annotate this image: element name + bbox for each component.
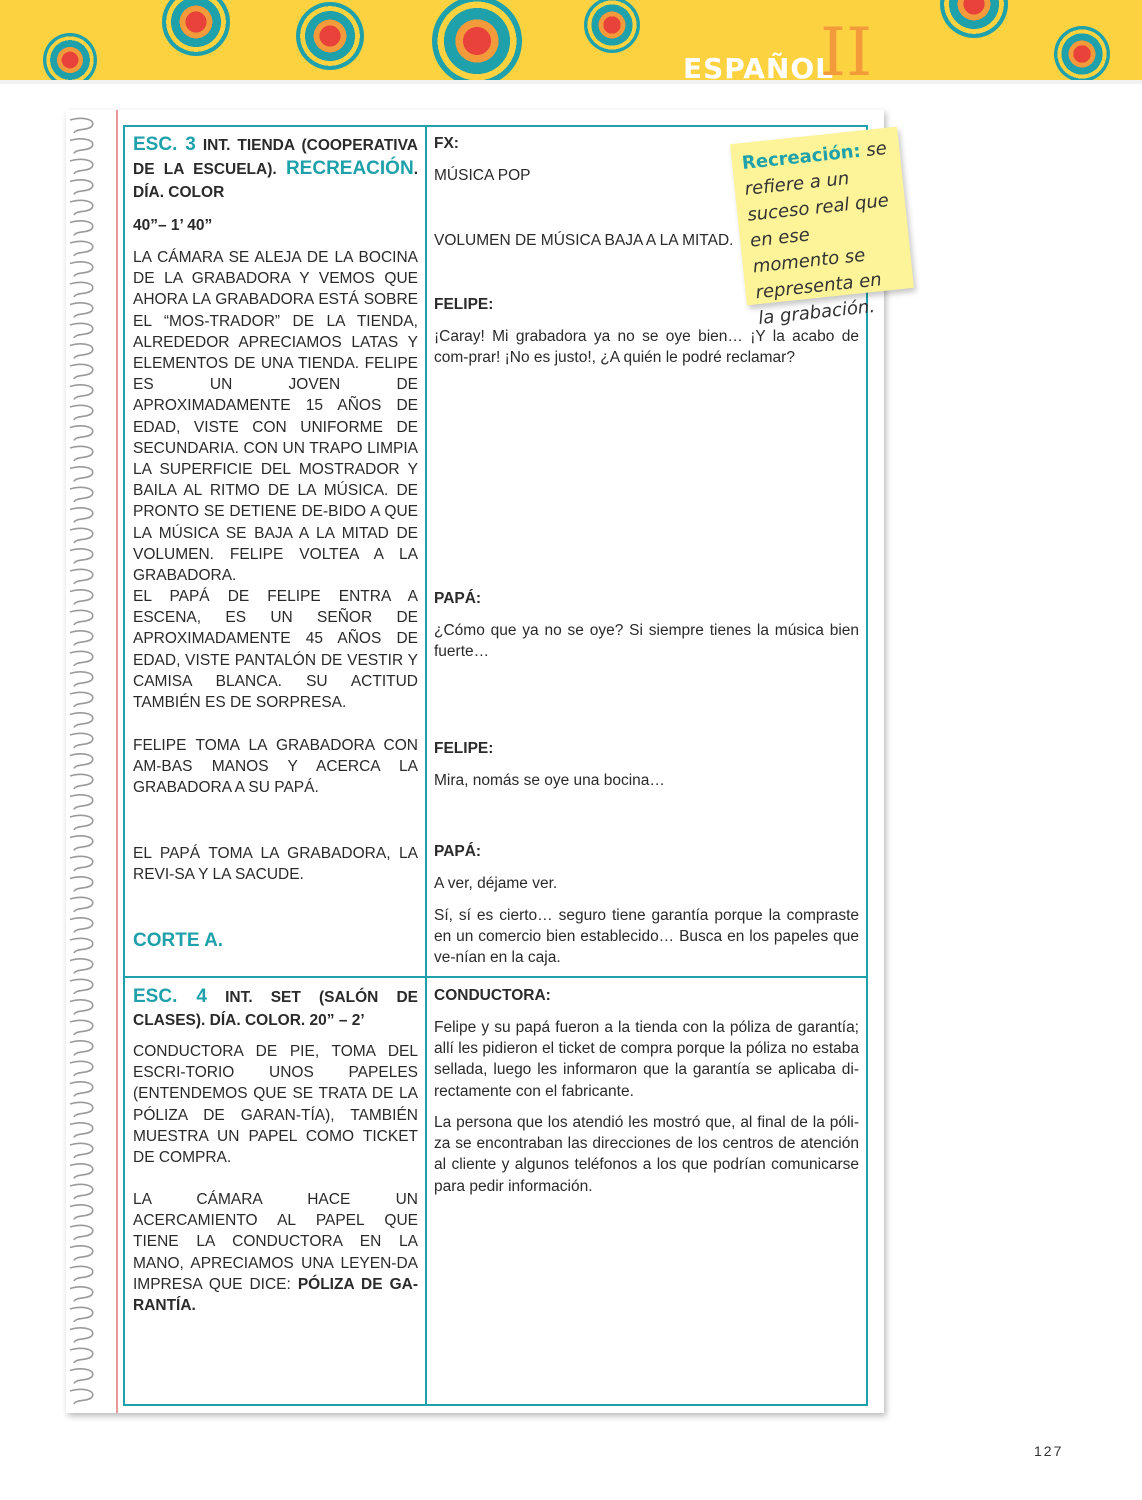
scene3-number: ESC. 3 bbox=[133, 134, 196, 155]
banner-shadow bbox=[0, 80, 1142, 84]
target-circle-icon bbox=[432, 0, 522, 80]
dialog-papa-2a: A ver, déjame ver. bbox=[434, 875, 558, 892]
scene3-daycolor: . DÍA. COLOR bbox=[133, 161, 418, 201]
speaker-felipe-1: FELIPE: bbox=[434, 296, 494, 313]
target-circle-icon bbox=[584, 0, 640, 53]
dialog-papa-2b: Sí, sí es cierto… seguro tiene garantía porque la compraste en un comercio bien establecido… Busca en los papeles que ve-nían en la caja. bbox=[434, 907, 859, 967]
header-banner bbox=[0, 0, 1142, 80]
scene3-action-4: EL PAPÁ TOMA LA GRABADORA, LA REVI-SA Y LA SACUDE. bbox=[133, 845, 418, 884]
dialog-conductora-1: Felipe y su papá fueron a la tienda con la póliza de garantía; allí les pidieron el ticket de compra porque la póliza no estaba sellada, luego les informaron que la garantía se aplicaba di-rectamente con el fabricante. bbox=[434, 1019, 859, 1100]
note-text: se refiere a un suceso real que en ese momento se representa en la grabación. bbox=[743, 137, 890, 330]
dialog-felipe-1: ¡Caray! Mi grabadora ya no se oye bien… ¡Y la acabo de com-prar! ¡No es justo!, ¿A quién le podré reclamar? bbox=[434, 328, 859, 367]
scene3-action-2: EL PAPÁ DE FELIPE ENTRA A ESCENA, ES UN SEÑOR DE APROXIMADAMENTE 45 AÑOS DE EDAD, VISTE PANTALÓN DE VESTIR Y CAMISA BLANCA. SU ACTITUD TAMBIÉN ES DE SORPRESA. bbox=[133, 588, 418, 712]
scene3-action-1: LA CÁMARA SE ALEJA DE LA BOCINA DE LA GRABADORA Y VEMOS QUE AHORA LA GRABADORA ESTÁ SOBRE EL “MOS-TRADOR” DE LA TIENDA, ALREDEDOR APRECIAMOS LATAS Y ELEMENTOS DE UNA TIENDA. FELIPE ES UN JOVEN DE APROXIMADAMENTE 15 AÑOS DE EDAD, VISTE CON UNIFORME DE SECUNDARIA. CON UN TRAPO LIMPIA LA SUPERFICIE DEL MOSTRADOR Y BAILA AL RITMO DE LA MÚSICA. DE PRONTO SE DETIENE DE-BIDO A QUE LA MÚSICA SE BAJA A LA MITAD DE VOLUMEN. FELIPE VOLTEA A LA GRABADORA. bbox=[133, 249, 418, 585]
speaker-papa-2: PAPÁ: bbox=[434, 843, 482, 860]
scene4-heading bbox=[133, 985, 418, 1032]
scene3-heading bbox=[133, 133, 418, 204]
target-circle-icon bbox=[162, 0, 230, 56]
speaker-felipe-2: FELIPE: bbox=[434, 740, 494, 757]
target-circle-icon bbox=[940, 0, 1008, 38]
fx-music: MÚSICA POP bbox=[434, 167, 531, 184]
note-keyword: Recreación: bbox=[740, 140, 862, 175]
subject-title: ESPAÑOL bbox=[683, 52, 834, 80]
scene3-location: INT. TIENDA (COOPERATIVA DE LA ESCUELA). bbox=[133, 137, 418, 178]
scene3-action-3: FELIPE TOMA LA GRABADORA CON AM-BAS MANOS Y ACERCA LA GRABADORA A SU PAPÁ. bbox=[133, 737, 418, 797]
scene4-number: ESC. 4 bbox=[133, 986, 207, 1007]
scene4-action-2-bold: PÓLIZA DE GA-RANTÍA. bbox=[133, 1275, 418, 1315]
scene3-timing: 40”– 1’ 40” bbox=[133, 217, 213, 234]
dialog-felipe-2: Mira, nomás se oye una bocina… bbox=[434, 772, 665, 789]
definition-sticky-note bbox=[730, 127, 914, 330]
scene4-location: INT. SET (SALÓN DE CLASES). DÍA. COLOR. 20” – 2’ bbox=[133, 989, 418, 1029]
target-circle-icon bbox=[43, 33, 97, 80]
scene4-action-2 bbox=[133, 1189, 418, 1316]
spiral-binding-icon bbox=[66, 116, 100, 1406]
target-circle-icon bbox=[1054, 26, 1110, 80]
row-divider bbox=[123, 976, 868, 978]
column-divider bbox=[425, 125, 427, 1406]
scene4-action-2-text: LA CÁMARA HACE UN ACERCAMIENTO AL PAPEL QUE TIENE LA CONDUCTORA EN LA MANO, APRECIAMOS UNA LEYEN-DA IMPRESA QUE DICE: bbox=[133, 1191, 418, 1293]
dialog-conductora-2: La persona que los atendió les mostró que, al final de la póli-za se encontraban las direcciones de los centros de atención al cliente y algunos teléfonos a los que podrían comunicarse para pedir información. bbox=[434, 1114, 859, 1195]
dialog-papa-1: ¿Cómo que ya no se oye? Si siempre tienes la música bien fuerte… bbox=[434, 622, 859, 661]
fx-label: FX: bbox=[434, 135, 459, 152]
speaker-papa-1: PAPÁ: bbox=[434, 590, 482, 607]
scene3-corte: CORTE A. bbox=[133, 930, 224, 951]
margin-line bbox=[116, 110, 118, 1413]
speaker-conductora: CONDUCTORA: bbox=[434, 987, 551, 1004]
fx-volume: VOLUMEN DE MÚSICA BAJA A LA MITAD. bbox=[434, 232, 734, 249]
target-circle-icon bbox=[296, 2, 364, 70]
scene4-action-1: CONDUCTORA DE PIE, TOMA DEL ESCRI-TORIO UNOS PAPELES (ENTENDEMOS QUE SE TRATA DE LA PÓLIZA DE GARAN-TÍA), TAMBIÉN MUESTRA UN PAPEL COMO TICKET DE COMPRA. bbox=[133, 1043, 418, 1167]
scene3-recreacion: RECREACIÓN bbox=[285, 158, 414, 179]
grade-numeral: II bbox=[820, 14, 873, 80]
page-number: 127 bbox=[1034, 1443, 1064, 1459]
